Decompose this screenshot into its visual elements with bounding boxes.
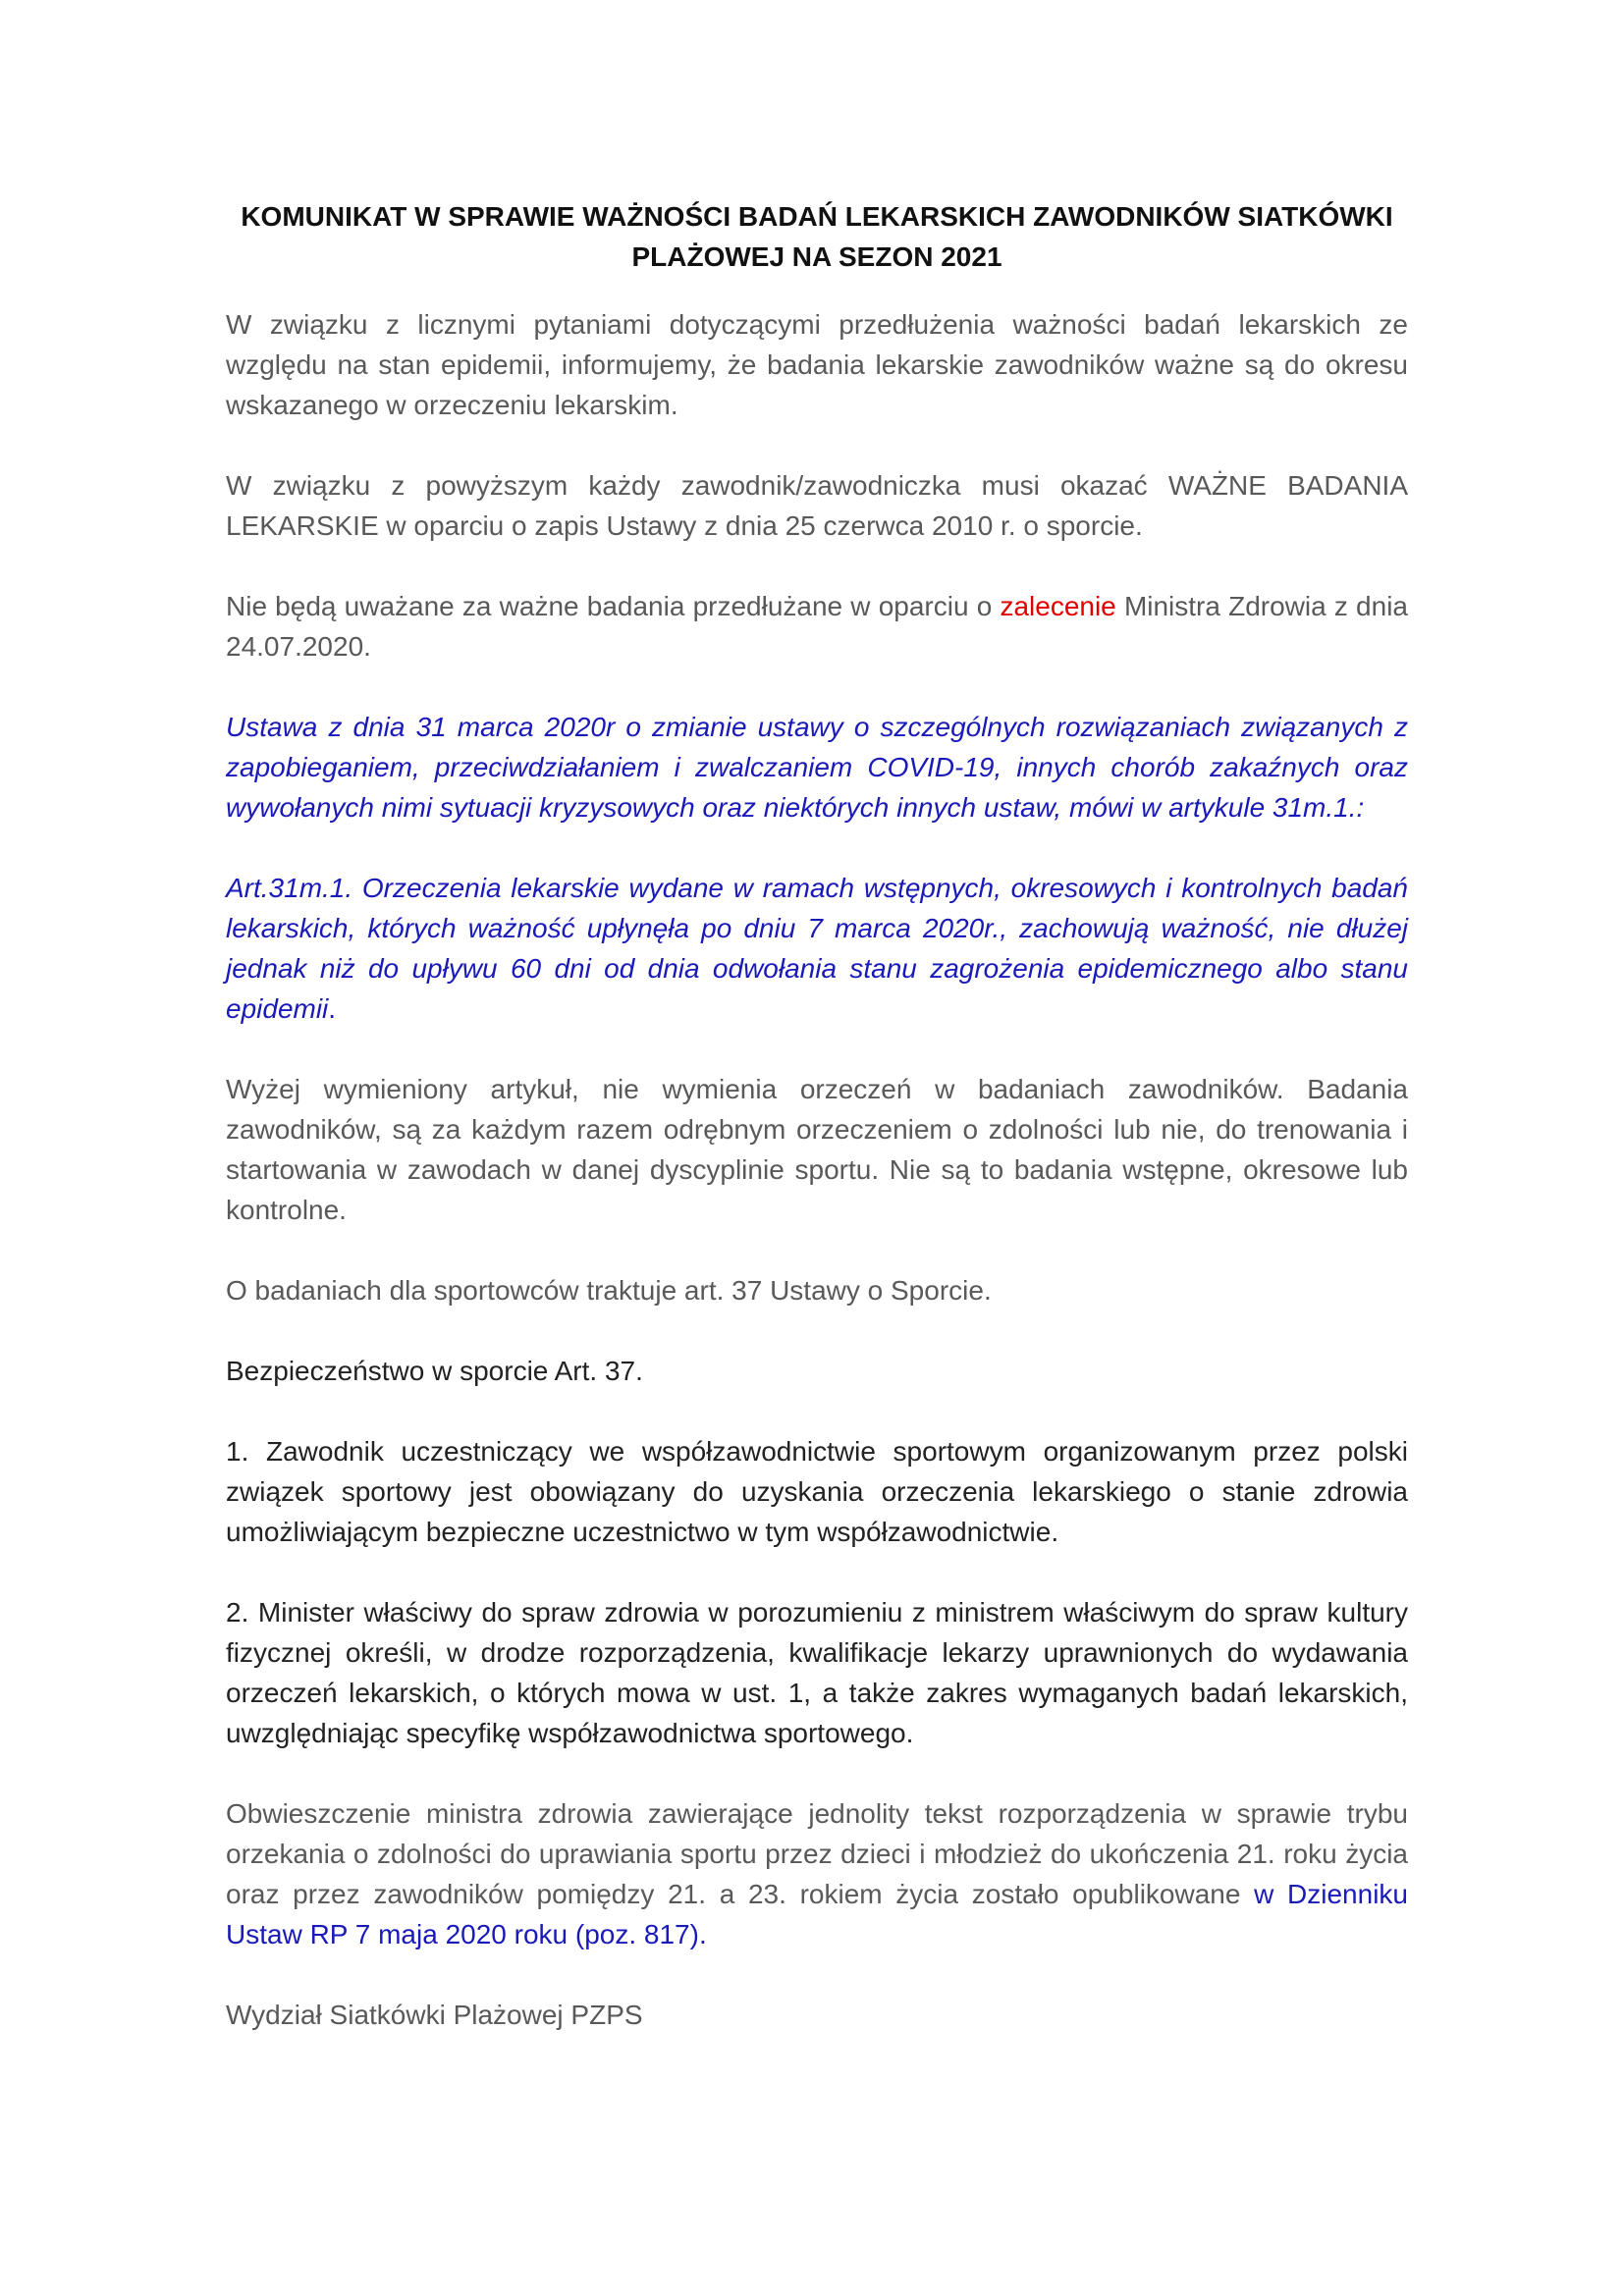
journal-reference: w Dzienniku Ustaw RP 7 maja 2020 roku (poz. 817). [226, 1879, 1408, 1949]
title-line-1: KOMUNIKAT W SPRAWIE WAŻNOŚCI BADAŃ LEKARSKICH ZAWODNIKÓW SIATKÓWKI [241, 201, 1393, 232]
recommendation-paragraph [226, 586, 1408, 667]
art37-point-1: 1. Zawodnik uczestniczący we współzawodnictwie sportowym organizowanym przez polski związek sportowy jest obowiązany do uzyskania orzeczenia lekarskiego o stanie zdrowia umożliwiającym bezpieczne uczestnictwo w tym współzawodnictwie. [226, 1436, 1408, 1547]
article-quote-period: . [328, 993, 337, 1024]
article-quote-text: Art.31m.1. Orzeczenia lekarskie wydane w ramach wstępnych, okresowych i kontrolnych badań lekarskich, których ważność upłynęła po dniu 7 marca 2020r., zachowują ważność, nie dłużej jednak niż do upływu 60 dni od dnia odwołania stanu zagrożenia epidemicznego albo stanu epidemii [226, 873, 1408, 1024]
document-page [226, 196, 1408, 2075]
intro-paragraph: W związku z licznymi pytaniami dotyczącymi przedłużenia ważności badań lekarskich ze względu na stan epidemii, informujemy, że badania lekarskie zawodników ważne są do okresu wskazanego w orzeczeniu lekarskim. [226, 309, 1408, 420]
recommendation-text-start: Nie będą uważane za ważne badania przedłużane w oparciu o [226, 591, 1001, 621]
explanation-paragraph: Wyżej wymieniony artykuł, nie wymienia orzeczeń w badaniach zawodników. Badania zawodników, są za każdym razem odrębnym orzeczeniem o zdolności lub nie, do trenowania i startowania w zawodach w danej dyscyplinie sportu. Nie są to badania wstępne, okresowe lub kontrolne. [226, 1074, 1408, 1225]
art37-reference-paragraph: O badaniach dla sportowców traktuje art. 37 Ustawy o Sporcie. [226, 1275, 992, 1306]
signature: Wydział Siatkówki Plażowej PZPS [226, 2000, 643, 2030]
announcement-paragraph [226, 1793, 1408, 1954]
announcement-text: Obwieszczenie ministra zdrowia zawierające jednolity tekst rozporządzenia w sprawie trybu orzekania o zdolności do uprawiania sportu przez dzieci i młodzież do ukończenia 21. roku życia oraz przez zawodników pomiędzy 21. a 23. rokiem życia zostało opublikowane [226, 1798, 1408, 1909]
title-line-2: PLAŻOWEJ NA SEZON 2021 [631, 241, 1002, 272]
article-quote-paragraph [226, 868, 1408, 1029]
recommendation-highlight: zalecenie [1000, 591, 1116, 621]
page-title [226, 196, 1408, 277]
statute-paragraph: Ustawa z dnia 31 marca 2020r o zmianie ustawy o szczególnych rozwiązaniach związanych z zapobieganiem, przeciwdziałaniem i zwalczaniem COVID-19, innych chorób zakaźnych oraz wywołanych nimi sytuacji kryzysowych oraz niektórych innych ustaw, mówi w artykule 31m.1.: [226, 712, 1408, 823]
art37-point-2: 2. Minister właściwy do spraw zdrowia w porozumieniu z ministrem właściwym do spraw kultury fizycznej określi, w drodze rozporządzenia, kwalifikacje lekarzy uprawnionych do wydawania orzeczeń lekarskich, o których mowa w ust. 1, a także zakres wymaganych badań lekarskich, uwzględniając specyfikę współzawodnictwa sportowego. [226, 1597, 1408, 1748]
art37-heading: Bezpieczeństwo w sporcie Art. 37. [226, 1356, 643, 1386]
requirement-paragraph: W związku z powyższym każdy zawodnik/zawodniczka musi okazać WAŻNE BADANIA LEKARSKIE w oparciu o zapis Ustawy z dnia 25 czerwca 2010 r. o sporcie. [226, 470, 1408, 541]
recommendation-text-end: Ministra Zdrowia z dnia 24.07.2020. [226, 591, 1408, 662]
